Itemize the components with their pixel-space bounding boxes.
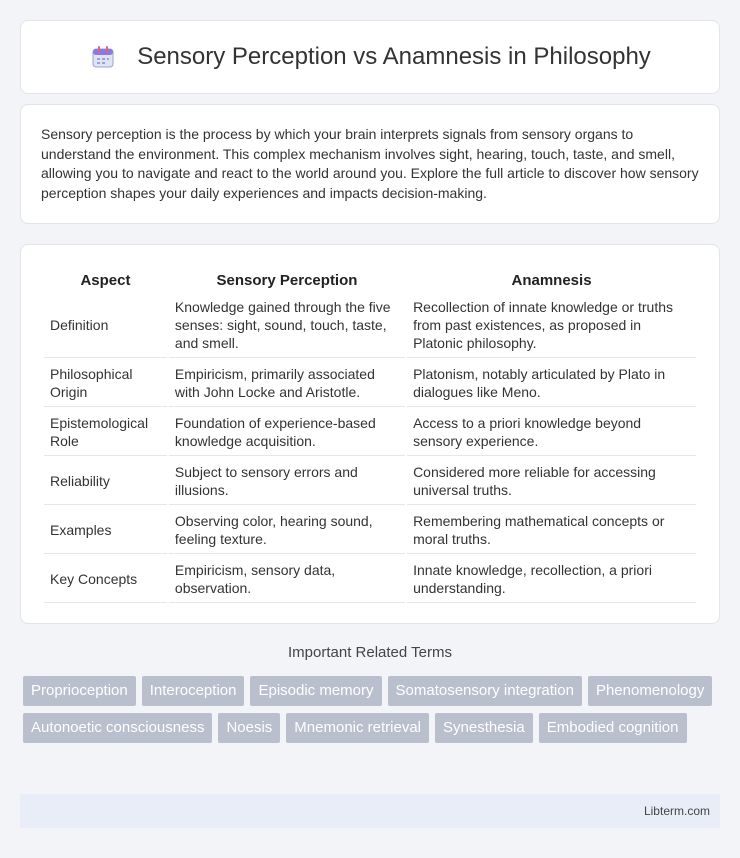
related-term-tag[interactable]: Synesthesia	[435, 713, 533, 743]
table-row	[44, 409, 696, 456]
sensory-cell: Subject to sensory errors and illusions.	[169, 458, 405, 505]
related-term-tag[interactable]: Episodic memory	[250, 676, 381, 706]
anamnesis-cell: Access to a priori knowledge beyond sensory experience.	[407, 409, 696, 456]
header-aspect: Aspect	[80, 271, 131, 289]
aspect-cell: Epistemological Role	[44, 409, 167, 456]
related-term-tag[interactable]: Autonoetic consciousness	[23, 713, 212, 743]
intro-card	[20, 104, 720, 224]
comparison-table	[42, 265, 698, 605]
related-terms-title: Important Related Terms	[288, 644, 452, 661]
related-terms-list	[23, 676, 723, 750]
related-term-tag[interactable]: Mnemonic retrieval	[286, 713, 429, 743]
aspect-cell: Key Concepts	[44, 556, 167, 603]
sensory-cell: Foundation of experience-based knowledge acquisition.	[169, 409, 405, 456]
table-row	[44, 556, 696, 603]
anamnesis-cell: Remembering mathematical concepts or moral truths.	[407, 507, 696, 554]
footer	[20, 794, 720, 828]
intro-text: Sensory perception is the process by which your brain interprets signals from sensory organs to understand the environment. This complex mechanism involves sight, hearing, touch, taste, and smell, allowing you to navigate and react to the world around you. Explore the full article to discover how sensory perception shapes your daily experiences and impacts decision-making.	[41, 126, 699, 201]
related-term-tag[interactable]: Phenomenology	[588, 676, 712, 706]
related-term-tag[interactable]: Proprioception	[23, 676, 136, 706]
sensory-cell: Knowledge gained through the five senses: sight, sound, touch, taste, and smell.	[169, 293, 405, 358]
title-card	[20, 20, 720, 94]
related-term-tag[interactable]: Interoception	[142, 676, 245, 706]
table-header-row	[44, 267, 696, 291]
aspect-cell: Examples	[44, 507, 167, 554]
comparison-card	[20, 244, 720, 624]
aspect-cell: Philosophical Origin	[44, 360, 167, 407]
sensory-cell: Empiricism, sensory data, observation.	[169, 556, 405, 603]
anamnesis-cell: Platonism, notably articulated by Plato in dialogues like Meno.	[407, 360, 696, 407]
related-term-tag[interactable]: Somatosensory integration	[388, 676, 582, 706]
aspect-cell: Reliability	[44, 458, 167, 505]
table-row	[44, 458, 696, 505]
header-anamnesis: Anamnesis	[511, 271, 592, 289]
table-row	[44, 360, 696, 407]
table-row	[44, 293, 696, 358]
related-term-tag[interactable]: Noesis	[218, 713, 280, 743]
anamnesis-cell: Considered more reliable for accessing universal truths.	[407, 458, 696, 505]
header-sensory-perception: Sensory Perception	[216, 271, 358, 289]
aspect-cell: Definition	[44, 293, 167, 358]
anamnesis-cell: Innate knowledge, recollection, a priori understanding.	[407, 556, 696, 603]
sensory-cell: Empiricism, primarily associated with John Locke and Aristotle.	[169, 360, 405, 407]
sensory-cell: Observing color, hearing sound, feeling texture.	[169, 507, 405, 554]
calendar-icon	[89, 43, 117, 71]
footer-site-link[interactable]: Libterm.com	[643, 804, 710, 818]
anamnesis-cell: Recollection of innate knowledge or truths from past existences, as proposed in Platonic philosophy.	[407, 293, 696, 358]
related-term-tag[interactable]: Embodied cognition	[539, 713, 687, 743]
page-title: Sensory Perception vs Anamnesis in Philosophy	[137, 43, 651, 70]
table-row	[44, 507, 696, 554]
